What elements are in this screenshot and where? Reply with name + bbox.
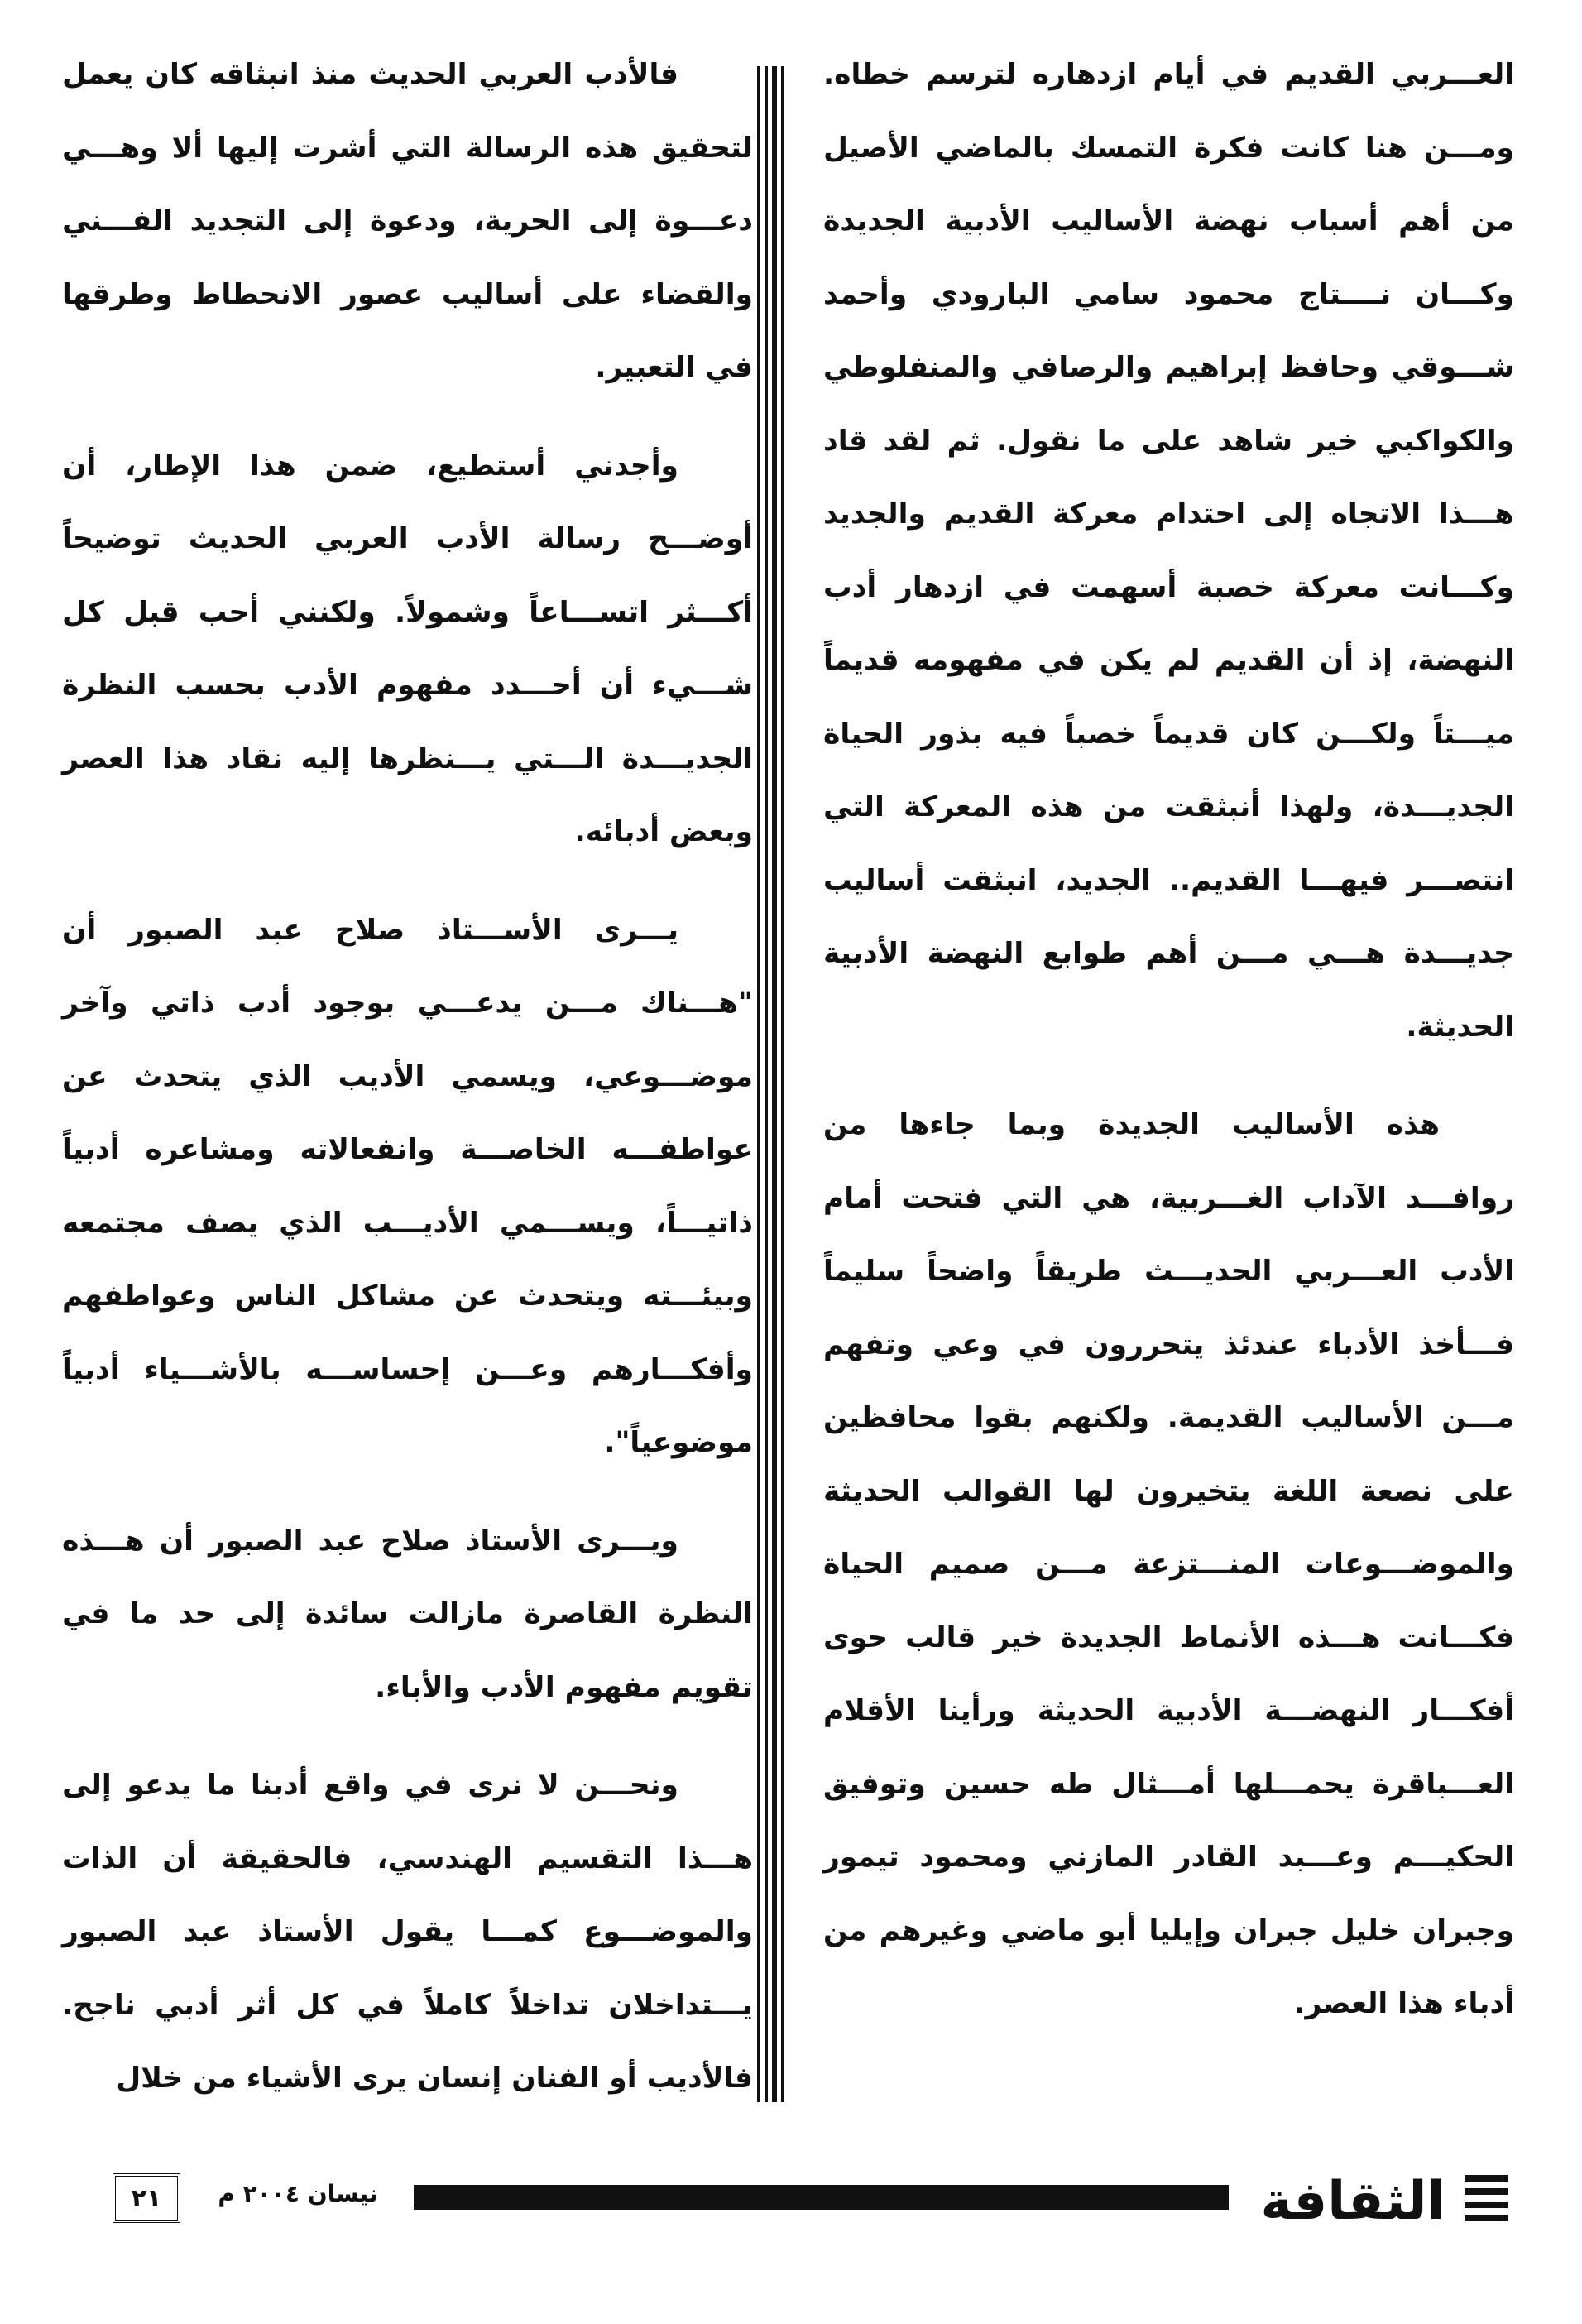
- paragraph: ونحـــن لا نرى في واقع أدبنا ما يدعو إلى هـــذا التقسيم الهندسي، فالحقيقة أن الذات والموضـــوع كمـــا يقول الأستاذ عبد الصبور يـــتداخلان تداخلاً كاملاً في كل أثر أدبي ناجح. فالأديب أو الفنان إنسان يرى الأشياء من خلال: [62, 1769, 753, 2095]
- issue-date: نيسان ٢٠٠٤ م: [218, 2180, 378, 2207]
- paragraph: العـــربي القديم في أيام ازدهاره لترسم خطاه. ومـــن هنا كانت فكرة التمسك بالماضي الأصيل من أهم أسباب نهضة الأساليب الأدبية الجديدة وكـــان نــــتاج محمود سامي البارودي وأحمد شـــوقي وحافظ إبراهيم والرصافي والمنفلوطي والكواكبي خير شاهد على ما نقول. ثم لقد قاد هـــذا الاتجاه إلى احتدام معركة القديم والجديد وكـــانت معركة خصبة أسهمت في ازدهار أدب النهضة، إذ أن القديم لم يكن في مفهومه قديماً ميـــتاً ولكـــن كان قديماً خصباً فيه بذور الحياة الجديـــدة، ولهذا أنبثقت من هذه المعركة التي انتصـــر فيهـــا القديم.. الجديد، انبثقت أساليب جديـــدة هـــي مـــن أهم طوابع النهضة الأدبية الحديثة.: [823, 58, 1514, 1044]
- paragraph: ويـــرى الأستاذ صلاح عبد الصبور أن هـــذه النظرة القاصرة مازالت سائدة إلى حد ما في تقويم مفهوم الأدب والأباء.: [62, 1524, 753, 1704]
- magazine-logo: الثقافة: [1260, 2171, 1445, 2232]
- paragraph: هذه الأساليب الجديدة وبما جاءها من روافـــد الآداب الغـــربية، هي التي فتحت أمام الأدب العـــربي الحديـــث طريقاً واضحاً سليماً فـــأخذ الأدباء عندئذ يتحررون في وعي وتفهم مـــن الأساليب القديمة. ولكنهم بقوا محافظين على نصعة اللغة يتخيرون لها القوالب الحديثة والموضـــوعات المنـــتزعة مـــن صميم الحياة فكـــانت هـــذه الأنماط الجديدة خير قالب حوى أفكـــار النهضـــة الأدبية الحديثة ورأينا الأقلام العـــباقرة يحمـــلها أمـــثال طه حسين وتوفيق الحكيـــم وعـــبد القادر المازني ومحمود تيمور وجبران خليل جبران وإيليا أبو ماضي وغيرهم من أدباء هذا العصر.: [823, 1108, 1514, 2020]
- column-divider: [757, 66, 785, 2102]
- logo-lines-icon: [1465, 2175, 1508, 2221]
- paragraph: فالأدب العربي الحديث منذ انبثاقه كان يعمل لتحقيق هذه الرسالة التي أشرت إليها ألا وهـــي دعـــوة إلى الحرية، ودعوة إلى التجديد الفـــني والقضاء على أساليب عصور الانحطاط وطرقها في التعبير.: [62, 58, 753, 384]
- left-text-column: [62, 38, 753, 2115]
- page-number: ٢١: [113, 2173, 180, 2223]
- paragraph: يـــرى الأســـتاذ صلاح عبد الصبور أن "هـــناك مـــن يدعـــي بوجود أدب ذاتي وآخر موضـــوعي، ويسمي الأديب الذي يتحدث عن عواطفـــه الخاصـــة وانفعالاته ومشاعره أدبياً ذاتيـــاً، ويســـمي الأديـــب الذي يصف مجتمعه وبيئـــته ويتحدث عن مشاكل الناس وعواطفهم وأفكـــارهم وعـــن إحساســـه بالأشـــياء أدبياً موضوعياً".: [62, 913, 753, 1459]
- footer-bar: [414, 2185, 1229, 2210]
- right-text-column: [823, 38, 1514, 2041]
- page-footer: [0, 2168, 1582, 2268]
- paragraph: وأجدني أستطيع، ضمن هذا الإطار، أن أوضـــح رسالة الأدب العربي الحديث توضيحاً أكـــثر اتســـاعاً وشمولاً. ولكنني أحب قبل كل شـــيء أن أحـــدد مفهوم الأدب بحسب النظرة الجديـــدة الـــتي يـــنظرها إليه نقاد هذا العصر وبعض أدبائه.: [62, 449, 753, 848]
